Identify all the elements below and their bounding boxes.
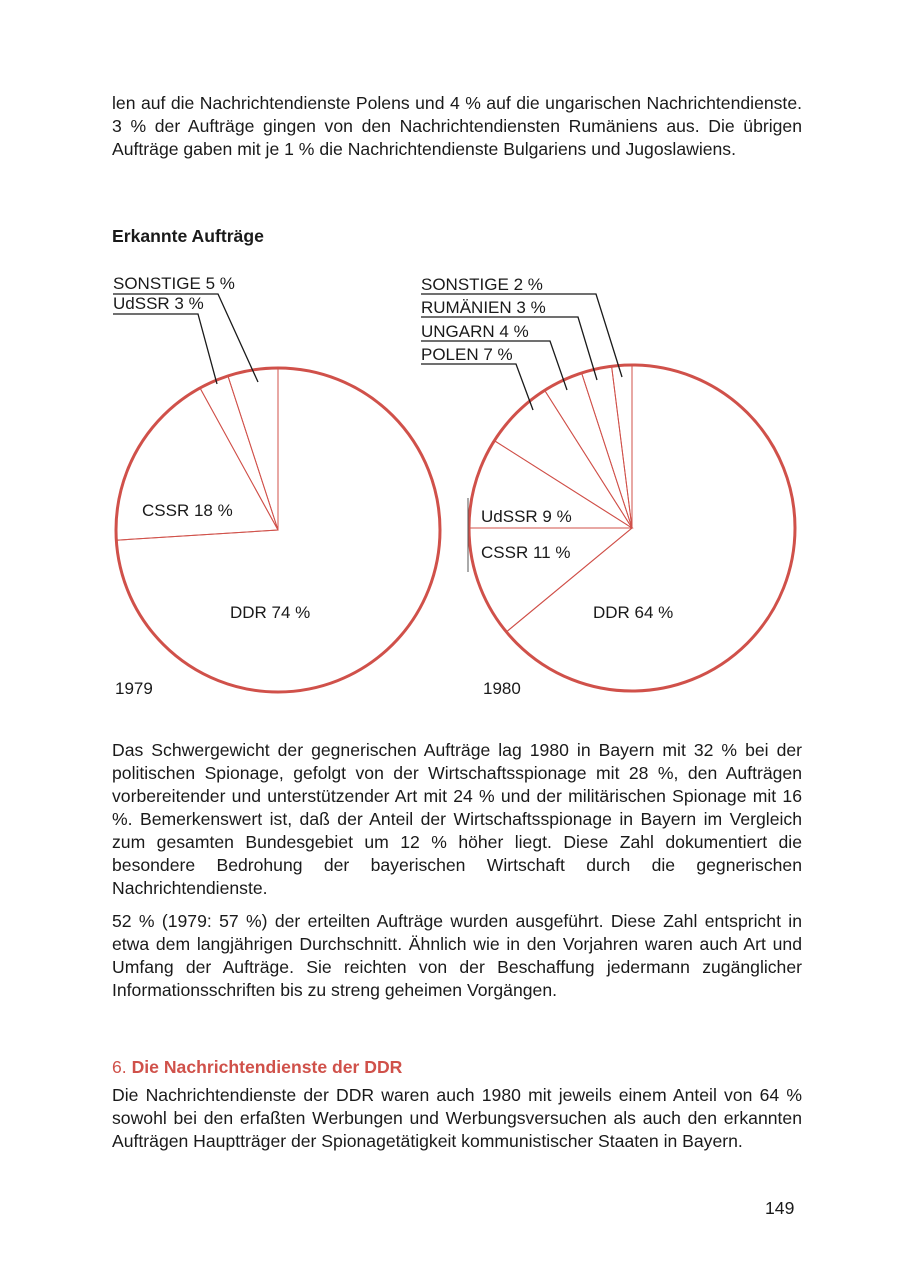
callout-label-sonstige-1980: SONSTIGE 2 %	[421, 275, 543, 294]
paragraph-ddr: Die Nachrichtendienste der DDR waren auch 1980 mit jeweils einem Anteil von 64 % sowohl bei den erfaßten Werbungen und Werbungsversuchen als auch den erkannten Aufträgen Hauptträger der Spionagetätigkeit kommunistischer Staaten in Bayern.	[112, 1085, 802, 1151]
paragraph-ausgefuehrt: 52 % (1979: 57 %) der erteilten Aufträge wurden ausgeführt. Diese Zahl entspricht in etwa dem langjährigen Durchschnitt. Ähnlich wie in den Vorjahren waren auch Art und Umfang der Aufträge. Sie reichten von der Beschaffung jedermann zugänglicher Informationsschriften bis zu streng geheimen Vorgängen.	[112, 911, 802, 1000]
slice-label-udssr-1980: UdSSR 9 %	[481, 507, 572, 526]
pie-slice-sonstige-1980	[612, 365, 632, 528]
year-label-1980: 1980	[483, 679, 521, 698]
pie-slice-sonstige-1979	[228, 368, 278, 530]
callout-leader-udssr-1979	[113, 314, 217, 384]
callout-label-polen-1980: POLEN 7 %	[421, 345, 513, 364]
callout-label-rumaenien-1980: RUMÄNIEN 3 %	[421, 298, 546, 317]
section-number: 6.	[112, 1057, 127, 1077]
paragraph-schwergewicht: Das Schwergewicht der gegnerischen Aufträge lag 1980 in Bayern mit 32 % bei der politischen Spionage, gefolgt von der Wirtschaftsspionage mit 28 %, den Aufträgen vorbereitender und unterstützender Art mit 24 % und der militärischen Spionage mit 16 %. Bemerkenswert ist, daß der Anteil der Wirtschaftsspionage in Bayern im Vergleich zum gesamten Bundesgebiet um 12 % höher liegt. Diese Zahl dokumentiert die besondere Bedrohung der bayerischen Wirtschaft durch die gegnerischen Nachrichtendienste.	[112, 740, 802, 898]
slice-label-cssr-1980: CSSR 11 %	[481, 543, 571, 562]
page-number: 149	[765, 1198, 795, 1218]
paragraph-intro: len auf die Nachrichtendienste Polens und 4 % auf die ungarischen Nachrichtendienste. 3 % der Aufträge gingen von den Nachrichtendiensten Rumäniens aus. Die übrigen Aufträge gaben mit je 1 % die Nachrichtendienste Bulgariens und Jugoslawiens.	[112, 93, 802, 159]
pie-slice-ungarn-1980	[545, 373, 632, 528]
callout-label-ungarn-1980: UNGARN 4 %	[421, 322, 529, 341]
callout-leader-polen-1980	[421, 364, 533, 410]
slice-label-ddr-1979: DDR 74 %	[230, 603, 311, 622]
pie-chart-1980	[421, 275, 795, 698]
section-title: Die Nachrichtendienste der DDR	[131, 1057, 403, 1077]
pie-chart-1979	[113, 274, 440, 698]
callout-label-sonstige-1979: SONSTIGE 5 %	[113, 274, 235, 293]
callout-label-udssr-1979: UdSSR 3 %	[113, 294, 204, 313]
pie-slice-rumaenien-1980	[582, 366, 632, 528]
chart-title: Erkannte Aufträge	[112, 226, 264, 246]
slice-label-cssr-1979: CSSR 18 %	[142, 501, 233, 520]
year-label-1979: 1979	[115, 679, 153, 698]
section-heading	[112, 1057, 402, 1078]
slice-label-ddr-1980: DDR 64 %	[593, 603, 674, 622]
